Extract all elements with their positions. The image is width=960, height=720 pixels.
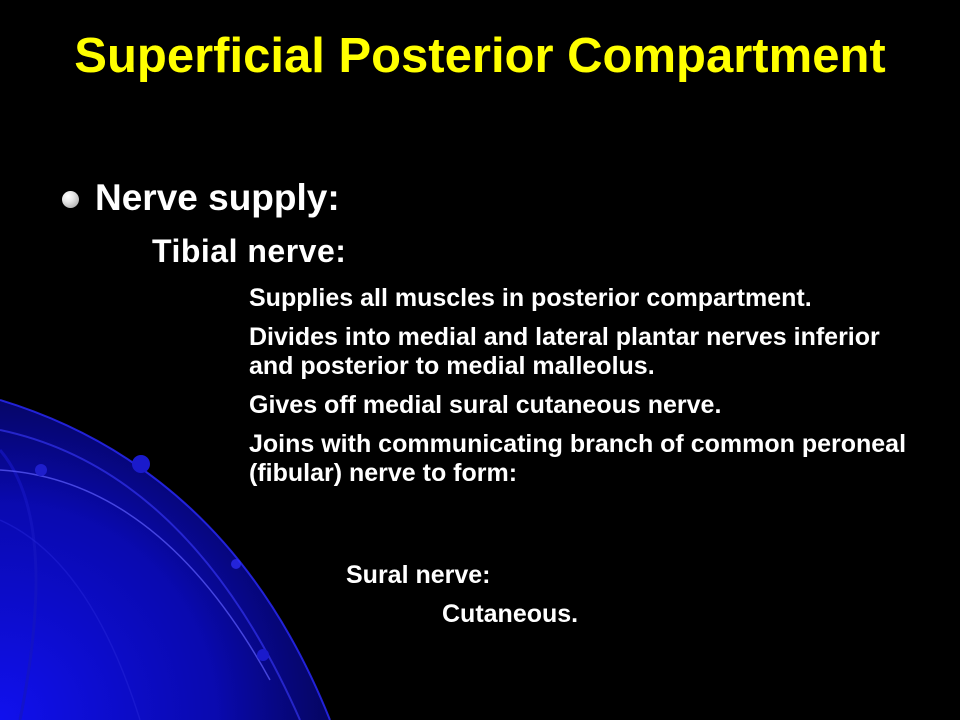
bullet-text: Nerve supply:: [95, 177, 340, 218]
detail-item: Joins with communicating branch of common peroneal (fibular) nerve to form:: [249, 430, 907, 487]
detail-list: [249, 284, 929, 498]
bullet-item: [62, 176, 340, 220]
bullet-dot-icon: [62, 191, 79, 208]
detail-item: Supplies all muscles in posterior compartment.: [249, 284, 812, 312]
slide-title: Superficial Posterior Compartment: [74, 29, 886, 83]
detail-item: Gives off medial sural cutaneous nerve.: [249, 391, 722, 419]
subheading-tibial-nerve: Tibial nerve:: [152, 233, 347, 269]
cutaneous-label: Cutaneous.: [442, 600, 579, 628]
subheading-sural-nerve: Sural nerve:: [346, 561, 491, 589]
detail-item: Divides into medial and lateral plantar nerves inferior and posterior to medial malleolus.: [249, 323, 880, 380]
